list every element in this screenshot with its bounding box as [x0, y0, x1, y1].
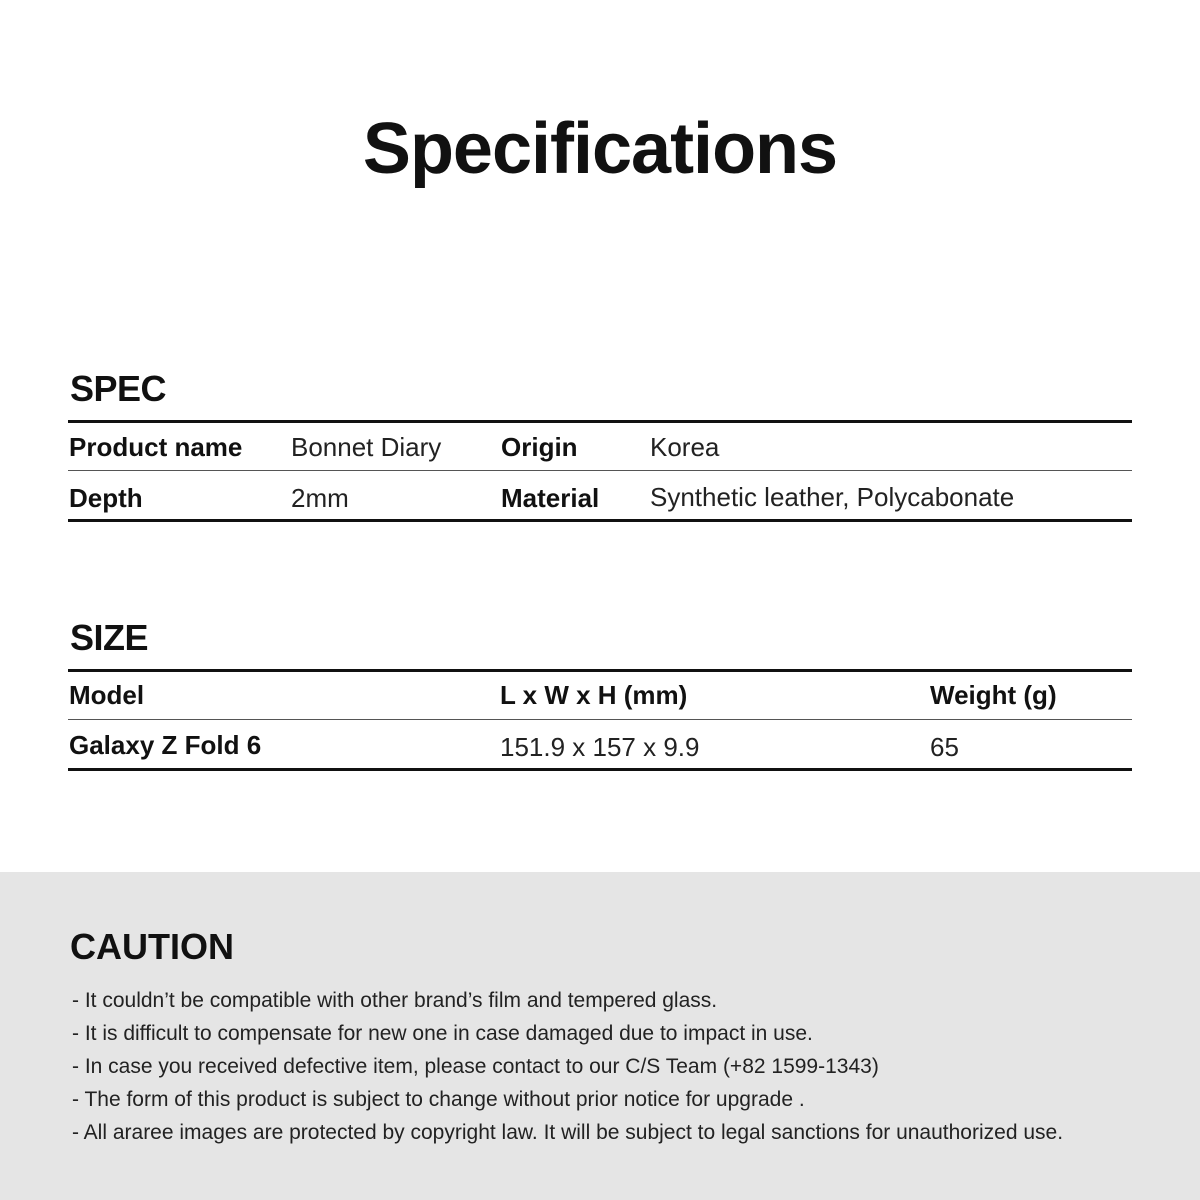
size-row-divider — [68, 719, 1132, 720]
page-title: Specifications — [362, 109, 838, 189]
caution-item: - It is difficult to compensate for new one in case damaged due to impact in use. — [72, 1022, 813, 1045]
spec-label-material: Material — [501, 483, 600, 513]
size-header-weight: Weight (g) — [930, 680, 1057, 710]
size-model-value: Galaxy Z Fold 6 — [69, 730, 262, 760]
spec-label-product-name: Product name — [69, 432, 243, 462]
size-heading: SIZE — [70, 617, 149, 658]
spec-value-product-name: Bonnet Diary — [291, 432, 442, 462]
size-weight-value: 65 — [930, 732, 959, 762]
spec-row-divider — [68, 470, 1132, 471]
caution-item: - In case you received defective item, please contact to our C/S Team (+82 1599-1343) — [72, 1055, 879, 1078]
caution-item: - The form of this product is subject to change without prior notice for upgrade . — [72, 1088, 805, 1111]
size-header-model: Model — [69, 680, 145, 710]
size-top-rule — [68, 669, 1132, 672]
size-header-dimensions: L x W x H (mm) — [500, 680, 688, 710]
caution-list — [72, 984, 1063, 1149]
spec-value-depth: 2mm — [291, 483, 349, 513]
spec-top-rule — [68, 420, 1132, 423]
caution-heading: CAUTION — [70, 926, 234, 967]
spec-label-depth: Depth — [69, 483, 143, 513]
size-dimensions-value: 151.9 x 157 x 9.9 — [500, 732, 700, 762]
caution-item: - All araree images are protected by copyright law. It will be subject to legal sanctions for unauthorized use. — [72, 1121, 1064, 1144]
spec-value-origin: Korea — [650, 432, 720, 462]
size-bottom-rule — [68, 768, 1132, 771]
spec-bottom-rule — [68, 519, 1132, 522]
spec-value-material: Synthetic leather, Polycabonate — [650, 482, 1015, 512]
caution-item: - It couldn’t be compatible with other brand’s film and tempered glass. — [72, 989, 718, 1012]
spec-label-origin: Origin — [501, 432, 578, 462]
spec-heading: SPEC — [70, 368, 167, 409]
